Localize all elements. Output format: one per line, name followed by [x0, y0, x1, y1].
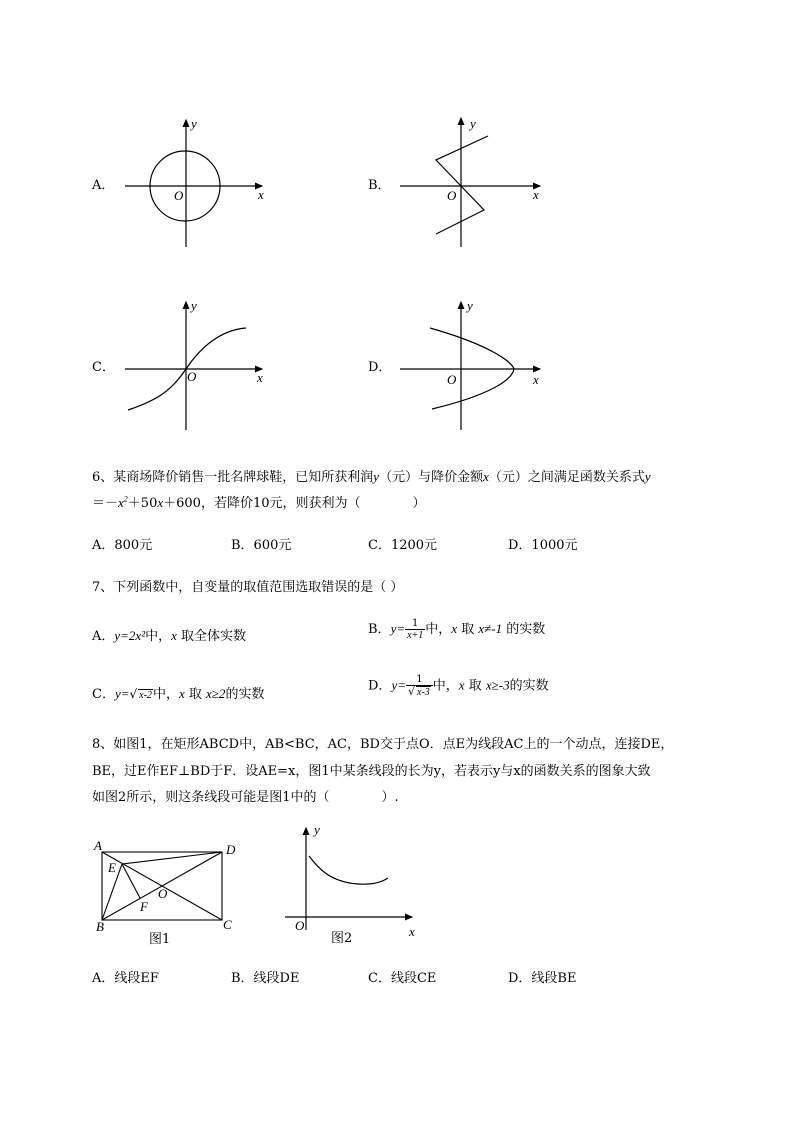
fig1-point-o: O — [158, 886, 168, 901]
q6-option-a[interactable]: A．800元 — [92, 538, 153, 553]
q6-option-b[interactable]: B．600元 — [231, 538, 292, 553]
graph-b-curve — [436, 136, 488, 234]
graph-b-y-label: y — [470, 116, 476, 131]
option-c-label: C． — [92, 360, 115, 375]
fig1-point-a: A — [94, 838, 102, 853]
graph-c-origin-label: O — [187, 369, 197, 384]
fig1-point-c: C — [223, 917, 232, 932]
fig1-point-b: B — [96, 919, 104, 934]
fig1-point-e: E — [108, 860, 116, 875]
q8-option-a[interactable]: A．线段EF — [92, 971, 159, 986]
q7-a-expr: y=2x² — [114, 628, 146, 643]
fig2-x-label: x — [409, 924, 415, 939]
q6-option-d[interactable]: D．1000元 — [508, 538, 578, 553]
graph-d-x-label: x — [533, 372, 539, 387]
q6-var-x: x — [483, 469, 489, 484]
graph-d — [400, 302, 540, 430]
q7-stem: 7、下列函数中，自变量的取值范围选取错误的是（ ） — [92, 580, 404, 595]
fig2-y-label: y — [314, 822, 320, 837]
q6-text-c: （元）之间满足函数关系式 — [488, 470, 645, 485]
graph-c-y-label: y — [191, 298, 197, 313]
q6-line-1 — [92, 466, 651, 485]
q8-line-2: BE，过E作EF⊥BD于F．设AE=x，图1中某条线段的长为y，若表示y与x的函数关系的图象大致 — [92, 764, 651, 779]
q6-text-e: ＋50 — [127, 496, 158, 511]
q6-text-a: 6、某商场降价销售一批名牌球鞋，已知所获利润 — [92, 470, 374, 485]
q6-line-2 — [92, 492, 425, 511]
q8-line-1: 8、如图1，在矩形ABCD中，AB<BC，AC，BD交于点O．点E为线段AC上的一个动点，连接DE， — [92, 737, 674, 752]
graph-d-origin-label: O — [447, 372, 457, 387]
q6-var-y: y — [373, 469, 380, 484]
fig1-point-d: D — [226, 842, 236, 857]
q7-d-fraction: $\frac{1}{√ x-3}$ — [406, 674, 433, 698]
graph-b-x-label: x — [533, 187, 539, 202]
fig2-caption: 图2 — [331, 931, 353, 946]
fig1-point-f: F — [140, 899, 148, 914]
q8-option-b[interactable]: B．线段DE — [231, 971, 300, 986]
q6-var-y-2: y — [644, 469, 651, 484]
option-b-label: B． — [368, 178, 391, 193]
graph-a — [125, 120, 262, 247]
q8-line-3: 如图2所示，则这条线段可能是图1中的（ ）. — [92, 790, 399, 805]
q7-c-radicand: x-2 — [139, 690, 152, 701]
option-a-label: A． — [92, 178, 115, 193]
q7-option-a[interactable]: A．y=2x²中，x 取全体实数 — [92, 628, 247, 644]
figure-2-curve — [309, 856, 388, 884]
q7-option-b[interactable]: B．y= $\frac{1}{x+1}$ 中，x 取 x≠-1 的实数 — [368, 618, 546, 641]
graph-a-x-label: x — [258, 187, 264, 202]
q6-text-d: ＝－ — [92, 496, 119, 511]
fig2-origin-label: O — [295, 918, 305, 933]
q6-text-b: （元）与降价金额 — [379, 470, 484, 485]
graph-b-origin-label: O — [447, 188, 457, 203]
option-d-label: D． — [368, 360, 392, 375]
q8-option-d[interactable]: D．线段BE — [508, 971, 577, 986]
q6-var-x-2: x — [157, 495, 164, 510]
graph-b — [400, 118, 540, 247]
q6-option-c[interactable]: C．1200元 — [368, 538, 438, 553]
graph-d-y-label: y — [467, 298, 473, 313]
q7-option-d[interactable]: D．y= $\frac{1}{√ x-3}$ 中，x 取 x≥-3的实数 — [368, 674, 549, 698]
figure-2 — [285, 828, 412, 930]
q7-option-c[interactable]: C．y=√ x-2中，x 取 x≥2的实数 — [92, 686, 265, 702]
graph-a-origin-label: O — [174, 188, 184, 203]
graph-a-y-label: y — [191, 116, 197, 131]
q7-b-fraction: $\frac{1}{x+1}$ — [407, 618, 424, 641]
graph-c — [125, 302, 262, 430]
fig1-caption: 图1 — [149, 932, 171, 947]
q6-x-squared: $x^2$ — [118, 494, 128, 510]
q6-text-f: ＋600，若降价10元，则获利为（ ） — [163, 496, 426, 511]
q8-option-c[interactable]: C．线段CE — [368, 971, 437, 986]
graph-c-x-label: x — [257, 370, 263, 385]
